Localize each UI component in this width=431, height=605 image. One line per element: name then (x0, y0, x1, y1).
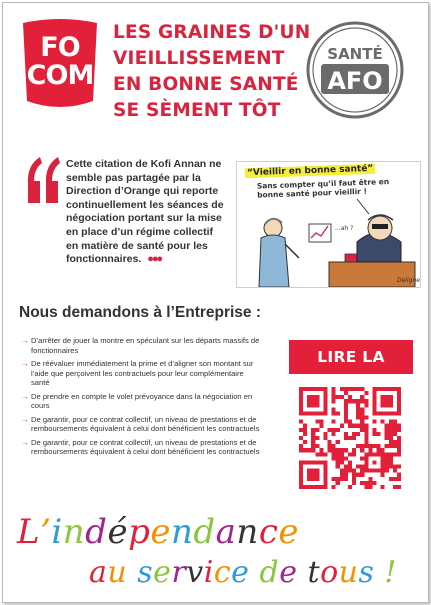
cartoon-drawing (237, 162, 420, 287)
demand-item: → D’arrêter de jouer la montre en spéculant sur les départs massifs de fonctionnaires (21, 336, 260, 355)
arrow-right-icon: → (21, 437, 29, 447)
stamp-line-2: AFO (327, 67, 383, 95)
quote-paragraph (66, 158, 224, 267)
cartoon-small-bubble: ...ah ? (335, 225, 354, 232)
demand-item: → De garantir, pour ce contrat collectif, un niveau de prestations et de remboursements équivalent à celui dont bénéficient les contractuels (21, 437, 260, 456)
headline-line-3: EN BONNE SANTÉ (113, 74, 299, 95)
arrow-right-icon: → (21, 391, 29, 401)
demands-list (21, 336, 261, 461)
quote-dots: ●●● (147, 253, 162, 266)
logo-line-1: FO (40, 32, 80, 63)
slogan-line-2: au service de tous ! (89, 555, 397, 590)
fo-com-logo (19, 17, 101, 109)
cartoon-signature: Deligne (397, 277, 420, 284)
headline-line-2: VIEILLISSEMENT (113, 48, 285, 69)
flyer-page (2, 2, 429, 603)
cartoon-speech-bubble: Sans compter qu’il faut être en bonne santé pour vieillir ! (256, 177, 390, 200)
quote-text: Cette citation de Kofi Annan ne semble pas partagée par la Direction d’Orange qui reporte continuellement les séances de négociation portant sur la mise en place d’un régime collectif en matière de santé pour les fonctionnaires. (66, 158, 224, 266)
slogan-line-1: L’indépendance (17, 512, 299, 552)
headline-line-4: SE SÈMENT TÔT (113, 100, 281, 121)
cartoon-caption: “Vieillir en bonne santé” (246, 163, 374, 179)
stamp-circle (304, 19, 406, 121)
logo-line-2: COM (26, 60, 94, 91)
cartoon-illustration (236, 161, 421, 288)
stamp-line-1: SANTÉ (327, 45, 383, 63)
sante-afo-stamp (304, 19, 406, 121)
headline (113, 20, 311, 124)
demands-heading: Nous demandons à l’Entreprise : (19, 304, 262, 321)
qr-code-icon (299, 387, 401, 489)
arrow-right-icon: → (21, 359, 29, 368)
arrow-right-icon: → (21, 336, 29, 345)
qr-code[interactable] (299, 387, 401, 489)
headline-line-1: LES GRAINES D'UN (113, 22, 311, 43)
read-more-button[interactable]: LIRE LA (289, 340, 413, 374)
demand-item: → De garantir, pour ce contrat collectif, un niveau de prestations et de remboursements équivalent à celui dont bénéficient les contractuels (21, 414, 260, 433)
demand-item: → De réévaluer immédiatement la prime et d’aligner son montant sur l’aide que perçoivent les contractuels pour leur complémentaire santé (21, 359, 254, 387)
arrow-right-icon: → (21, 414, 29, 424)
demand-item: → De prendre en compte le volet prévoyance dans la négociation en cours (21, 391, 253, 410)
quote-mark-icon (23, 151, 63, 211)
